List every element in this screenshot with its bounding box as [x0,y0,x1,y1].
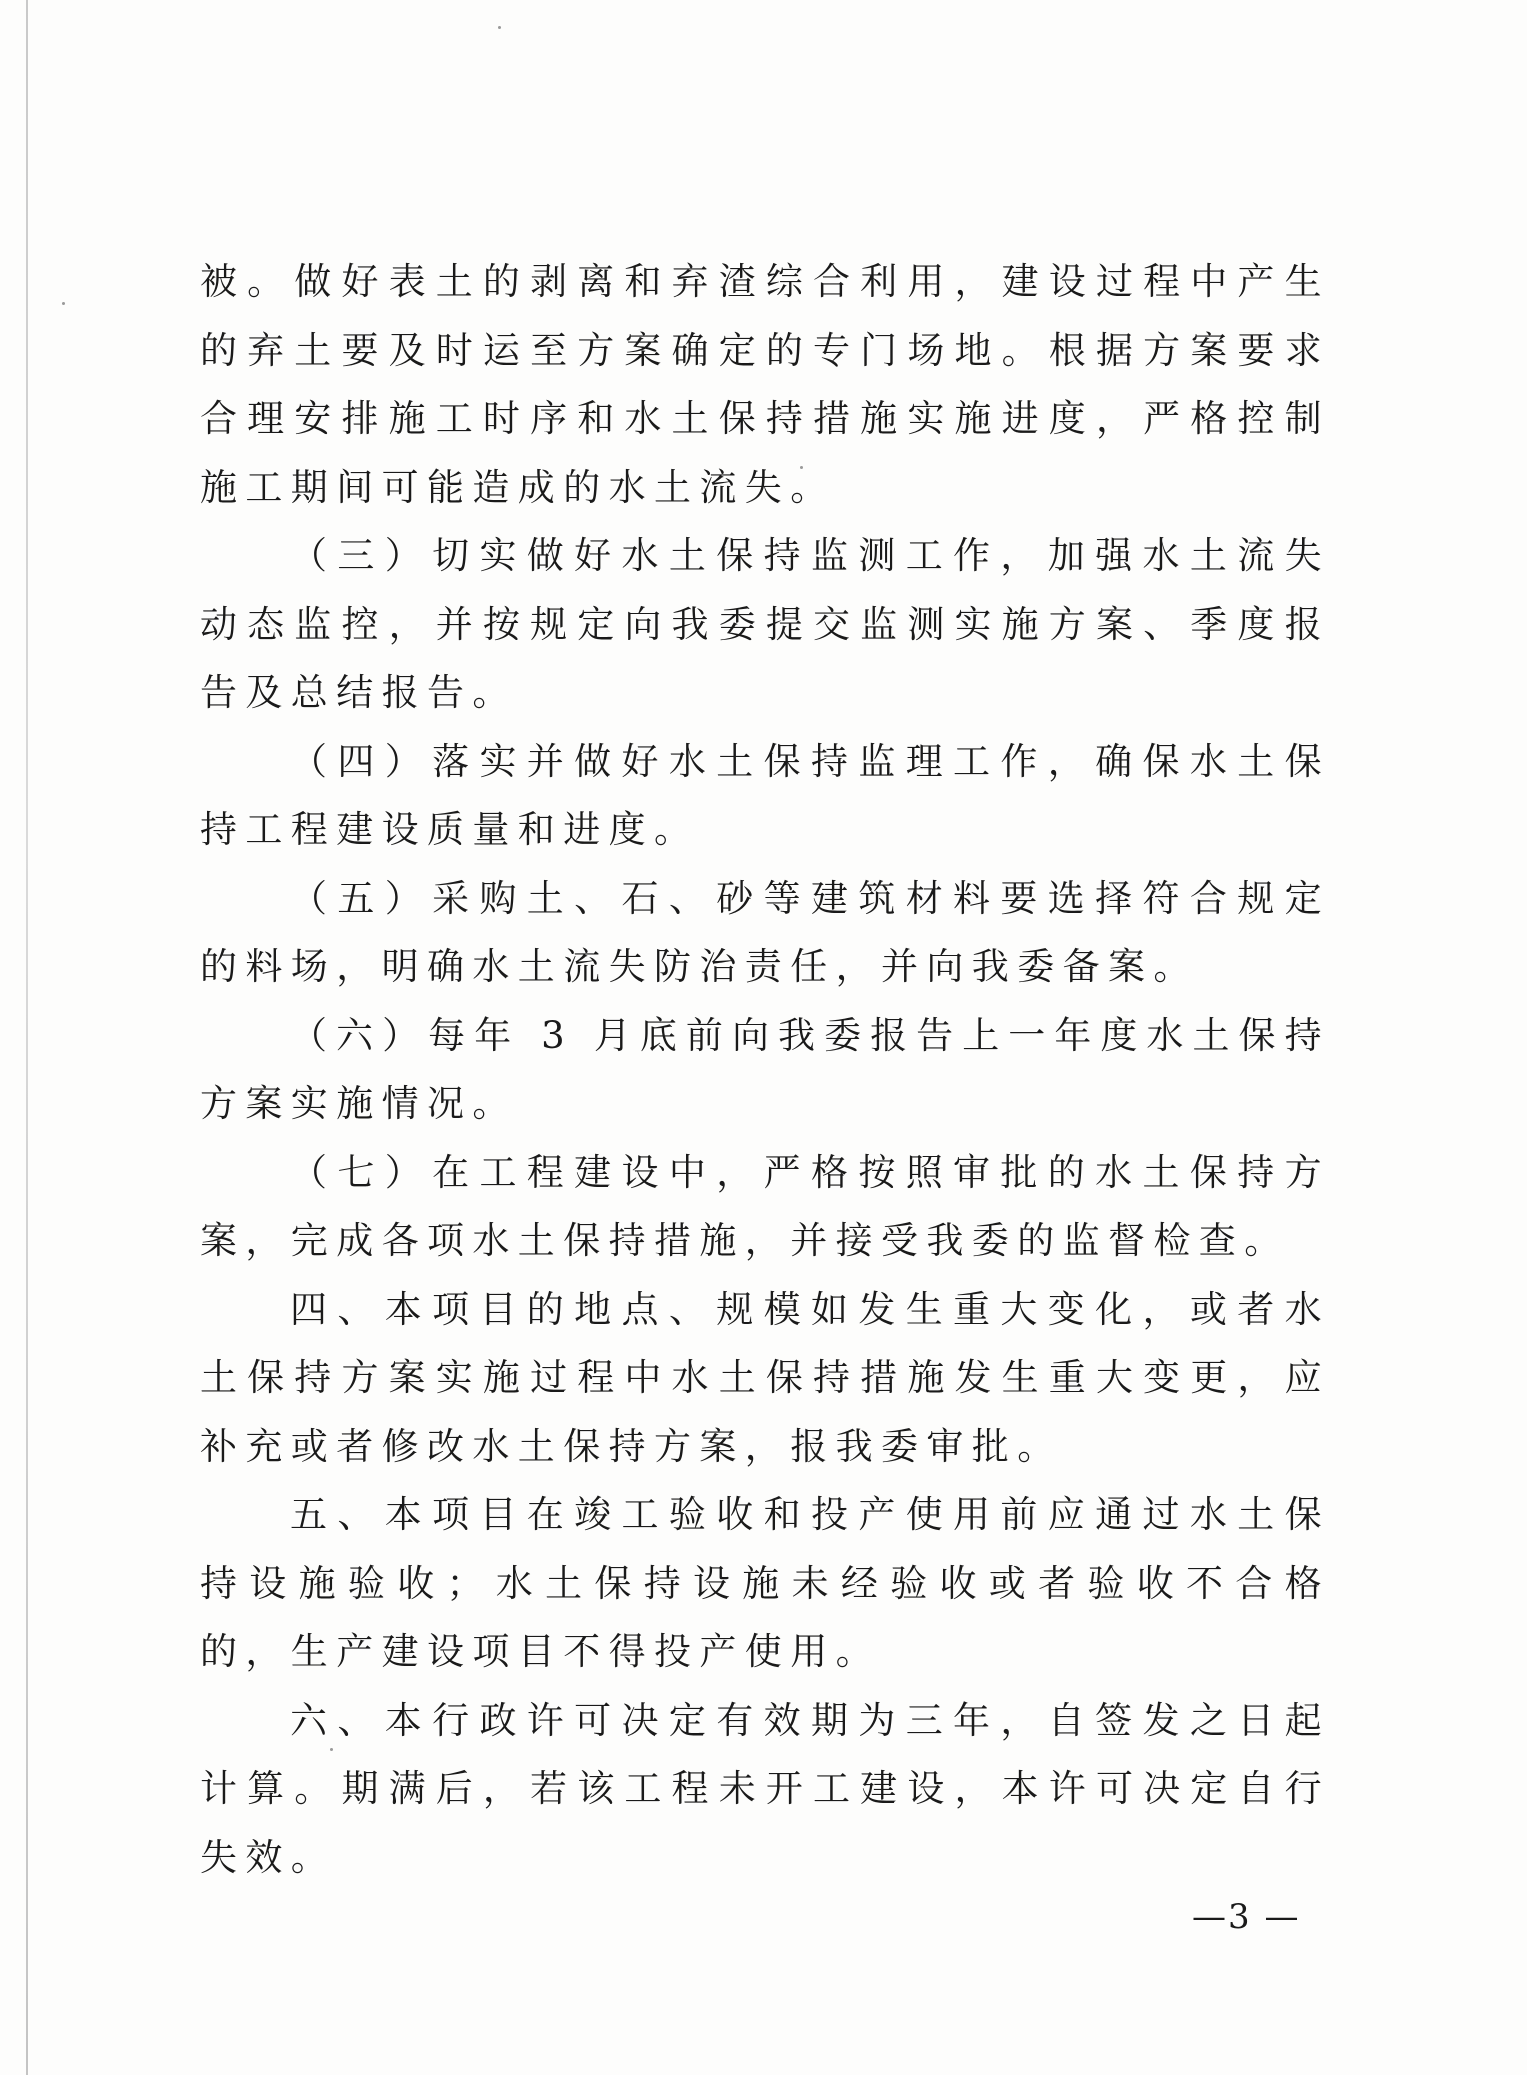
paragraph-item-4: （四）落实并做好水土保持监理工作，确保水土保持工程建设质量和进度。 [200,739,1330,851]
scan-speck [62,302,65,305]
paragraph-section-4: 四、本项目的地点、规模如发生重大变化，或者水土保持方案实施过程中水土保持措施发生重大变更，应补充或者修改水土保持方案，报我委审批。 [200,1287,1330,1468]
paragraph-item-3: （三）切实做好水土保持监测工作，加强水土流失动态监控，并按规定向我委提交监测实施方案、季度报告及总结报告。 [200,534,1330,714]
page-number: —3 — [1192,1897,1301,1937]
paragraph-section-6: 六、本行政许可决定有效期为三年，自签发之日起计算。期满后，若该工程未开工建设，本许可决定自行失效。 [200,1698,1330,1879]
scan-edge-line [26,0,28,2075]
paragraph-section-5: 五、本项目在竣工验收和投产使用前应通过水土保持设施验收；水土保持设施未经验收或者验收不合格的，生产建设项目不得投产使用。 [200,1493,1330,1673]
paragraph-item-5: （五）采购土、石、砂等建筑材料要选择符合规定的料场，明确水土流失防治责任，并向我委备案。 [200,876,1330,988]
scan-speck [498,26,501,29]
document-body [200,248,1330,1892]
paragraph-continuation: 被。做好表土的剥离和弃渣综合利用，建设过程中产生的弃土要及时运至方案确定的专门场地。根据方案要求合理安排施工时序和水土保持措施实施进度，严格控制施工期间可能造成的水土流失。 [200,260,1330,509]
paragraph-item-7: （七）在工程建设中，严格按照审批的水土保持方案，完成各项水土保持措施，并接受我委的监督检查。 [200,1150,1330,1262]
paragraph-item-6: （六）每年 3 月底前向我委报告上一年度水土保持方案实施情况。 [200,1013,1330,1125]
